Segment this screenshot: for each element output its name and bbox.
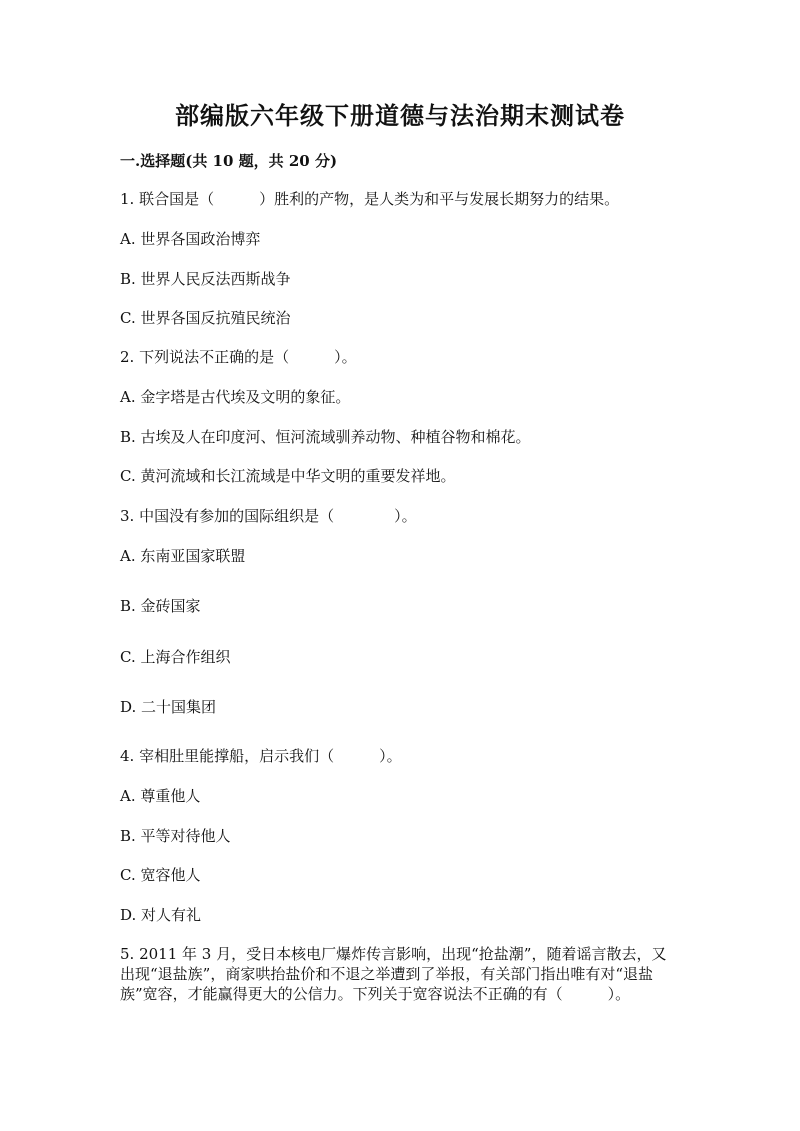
question-2-option-b: B. 古埃及人在印度河、恒河流域驯养动物、种植谷物和棉花。 (120, 428, 531, 446)
question-4-option-a: A. 尊重他人 (120, 787, 201, 805)
question-3-stem: 3. 中国没有参加的国际组织是（ ）。 (120, 507, 417, 525)
question-3-option-d: D. 二十国集团 (120, 698, 217, 716)
question-1-stem: 1. 联合国是（ ）胜利的产物，是人类为和平与发展长期努力的结果。 (120, 190, 620, 208)
question-3-option-a: A. 东南亚国家联盟 (120, 547, 246, 565)
page-title: 部编版六年级下册道德与法治期末测试卷 (175, 101, 625, 130)
section-heading: 一.选择题(共 10 题，共 20 分) (120, 152, 338, 170)
question-4-option-b: B. 平等对待他人 (120, 827, 231, 845)
question-1-option-b: B. 世界人民反法西斯战争 (120, 270, 291, 288)
question-2-stem: 2. 下列说法不正确的是（ ）。 (120, 348, 357, 366)
question-4-option-d: D. 对人有礼 (120, 906, 202, 924)
question-1-option-a: A. 世界各国政治博弈 (120, 230, 261, 248)
question-2-option-a: A. 金字塔是古代埃及文明的象征。 (120, 388, 351, 406)
question-5-stem: 5. 2011 年 3 月，受日本核电厂爆炸传言影响，出现“抢盐潮”，随着谣言散去，又出现“退盐族”，商家哄抬盐价和不退之举遭到了举报，有关部门指出唯有对“退盐族”宽容，才能赢得更大的公信力。下列关于宽容说法不正确的有（ ）。 (120, 945, 667, 1003)
question-3-option-c: C. 上海合作组织 (120, 648, 231, 666)
question-2-option-c: C. 黄河流域和长江流域是中华文明的重要发祥地。 (120, 467, 456, 485)
question-4-option-c: C. 宽容他人 (120, 866, 201, 884)
question-4-stem: 4. 宰相肚里能撑船，启示我们（ ）。 (120, 747, 402, 765)
question-3-option-b: B. 金砖国家 (120, 597, 201, 615)
question-1-option-c: C. 世界各国反抗殖民统治 (120, 309, 291, 327)
